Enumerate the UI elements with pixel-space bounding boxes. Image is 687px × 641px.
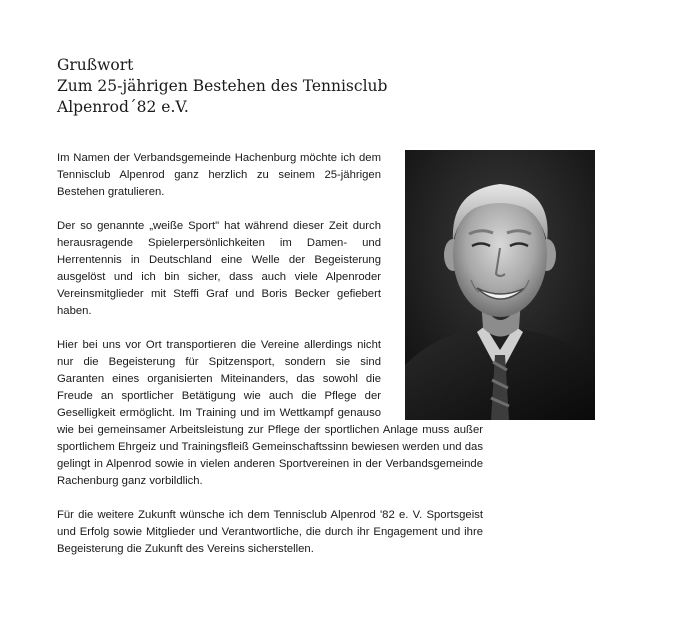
paragraph-local-clubs: Hier bei uns vor Ort transportieren die Vereine allerdings nicht nur die Begeisterung für Spitzensport, sondern sie sind Garanten eines organisierten Miteinanders, das sowohl die Freude an sportlicher Betätigung wie auch die Pflege der Geselligkeit ermöglicht. Im Training und im Wettkampf genauso wie bei gemeinsamer Arbeitsleistung zur Pflege der sportlichen Anlage muss außer sportlichem Ehrgeiz und Trainingsfleiß Gemeinschaftssinn bewiesen werden und das gelingt in Alpenrod sowie in vielen anderen Sportvereinen in der Verbandsgemeinde Rachenburg ganz vorbildlich.	[57, 339, 483, 487]
heading-title: Grußwort	[57, 56, 134, 74]
paragraph-future-wishes: Für die weitere Zukunft wünsche ich dem Tennisclub Alpenrod '82 e. V. Sportsgeist und Erfolg sowie Mitglieder und Verantwortliche, die durch ihr Engagement und ihre Begeisterung die Zukunft des Vereins sicherstellen.	[57, 509, 483, 555]
heading-club-name: Alpenrod´82 e.V.	[57, 98, 189, 116]
photo-wrap-area	[393, 150, 483, 416]
paragraph-congratulation: Im Namen der Verbandsgemeinde Hachenburg möchte ich dem Tennisclub Alpenrod ganz herzlich zu seinem 25-jährigen Bestehen gratulieren.	[57, 152, 381, 198]
heading-subtitle: Zum 25-jährigen Bestehen des Tennisclub	[57, 77, 388, 95]
greeting-heading	[57, 55, 387, 118]
paragraph-white-sport: Der so genannte „weiße Sport" hat während dieser Zeit durch herausragende Spielerpersönlichkeiten im Damen- und Herrentennis in Deutschland eine Welle der Begeisterung ausgelöst und ich bin sicher, dass auch viele Alpenroder Vereinsmitglieder mit Steffi Graf und Boris Becker gefiebert haben.	[57, 220, 381, 317]
letter-body	[57, 150, 483, 575]
